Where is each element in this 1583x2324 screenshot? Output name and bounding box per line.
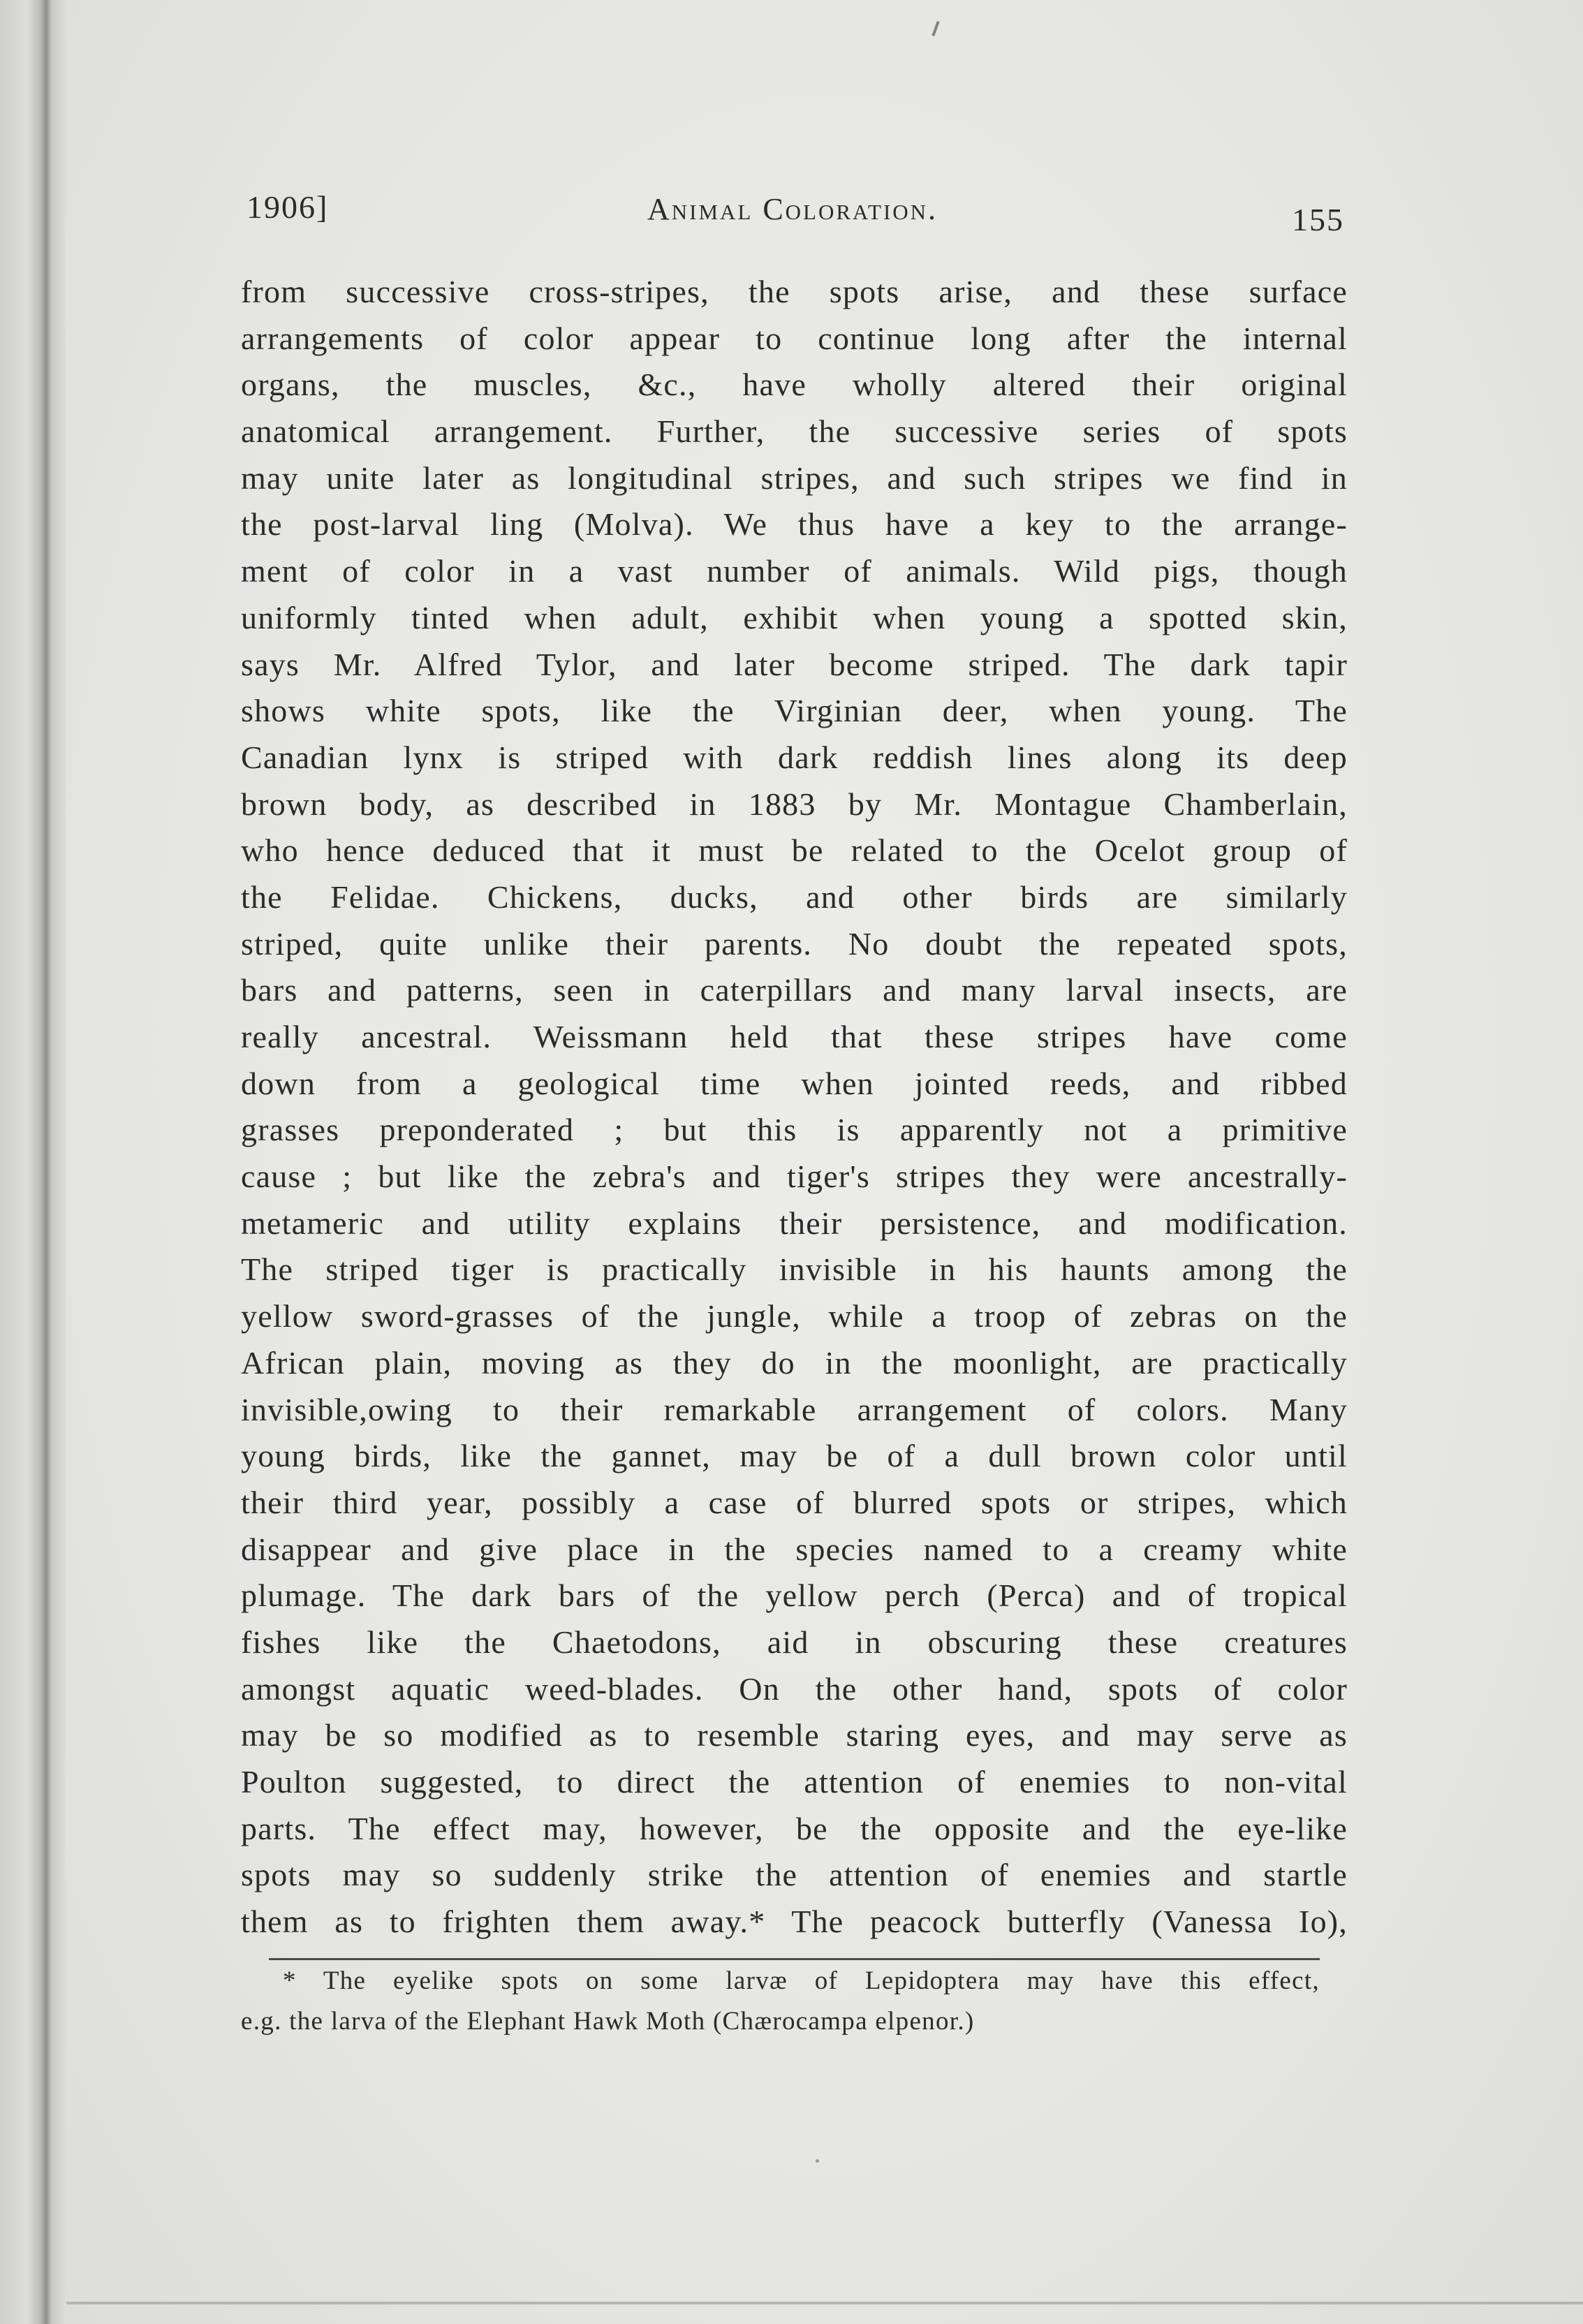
text-line: disappear and give place in the species named to a creamy white (241, 1531, 1348, 1567)
text-line: bars and patterns, seen in caterpillars and many larval insects, are (241, 972, 1348, 1008)
text-line: organs, the muscles, &c., have wholly altered their original (241, 367, 1348, 403)
text-line: uniformly tinted when adult, exhibit when young a spotted skin, (241, 599, 1348, 635)
text-line: the Felidae. Chickens, ducks, and other birds are similarly (241, 878, 1348, 915)
text-line: may unite later as longitudinal stripes, and such stripes we find in (241, 459, 1348, 496)
text-line: cause ; but like the zebra's and tiger's stripes they were ancestrally- (241, 1159, 1348, 1195)
body-text (241, 269, 1348, 1946)
page-number: 155 (1292, 202, 1344, 237)
page-bottom-edge (66, 2302, 1583, 2304)
text-line: parts. The effect may, however, be the opposite and the eye-like (241, 1810, 1348, 1846)
text-line: plumage. The dark bars of the yellow perch (Perca) and of tropical (241, 1577, 1348, 1614)
text-line: may be so modified as to resemble staring eyes, and may serve as (241, 1717, 1348, 1753)
text-line: invisible,owing to their remarkable arrangement of colors. Many (241, 1391, 1348, 1427)
header-title: Animal Coloration. (647, 192, 938, 226)
text-line: says Mr. Alfred Tylor, and later become striped. The dark tapir (241, 646, 1348, 682)
text-line: spots may so suddenly strike the attention of enemies and startle (241, 1857, 1348, 1893)
paper-speck (816, 2159, 819, 2163)
text-line: striped, quite unlike their parents. No doubt the repeated spots, (241, 925, 1348, 962)
text-line: their third year, possibly a case of blurred spots or stripes, which (241, 1484, 1348, 1520)
text-line: African plain, moving as they do in the moonlight, are practically (241, 1344, 1348, 1381)
text-line: metameric and utility explains their persistence, and modification. (241, 1205, 1348, 1241)
text-line: down from a geological time when jointed reeds, and ribbed (241, 1065, 1348, 1101)
text-line: amongst aquatic weed-blades. On the other hand, spots of color (241, 1670, 1348, 1707)
book-spine-edge (0, 0, 66, 2324)
text-line: anatomical arrangement. Further, the successive series of spots (241, 413, 1348, 450)
text-line: brown body, as described in 1883 by Mr. Montague Chamberlain, (241, 786, 1348, 822)
text-line: grasses preponderated ; but this is apparently not a primitive (241, 1112, 1348, 1148)
text-line: Canadian lynx is striped with dark reddish lines along its deep (241, 739, 1348, 775)
text-line: fishes like the Chaetodons, aid in obscuring these creatures (241, 1624, 1348, 1660)
text-line: yellow sword-grasses of the jungle, while a troop of zebras on the (241, 1298, 1348, 1334)
footnote-line-1: * The eyelike spots on some larvæ of Lepidoptera may have this effect, (283, 1966, 1320, 1995)
text-line: who hence deduced that it must be related to the Ocelot group of (241, 832, 1348, 869)
footnote-rule (269, 1958, 1320, 1960)
text-line: shows white spots, like the Virginian deer, when young. The (241, 693, 1348, 729)
footnote (241, 1961, 1320, 2042)
text-line: The striped tiger is practically invisible in his haunts among the (241, 1251, 1348, 1288)
footnote-line-2: e.g. the larva of the Elephant Hawk Moth (Chærocampa elpenor.) (241, 2007, 975, 2036)
text-line: really ancestral. Weissmann held that these stripes have come (241, 1019, 1348, 1054)
text-line: from successive cross-stripes, the spots arise, and these surface (241, 274, 1348, 309)
text-line: Poulton suggested, to direct the attention of enemies to non-vital (241, 1764, 1348, 1800)
running-head (241, 189, 1344, 244)
text-line: arrangements of color appear to continue long after the internal (241, 320, 1348, 356)
text-line: ment of color in a vast number of animals. Wild pigs, though (241, 553, 1348, 589)
text-line: the post-larval ling (Molva). We thus have a key to the arrange- (241, 506, 1348, 543)
text-line: young birds, like the gannet, may be of a dull brown color until (241, 1438, 1348, 1474)
header-year: 1906] (246, 189, 329, 225)
text-line: them as to frighten them away.* The peacock butterfly (Vanessa Io), (241, 1904, 1348, 1940)
